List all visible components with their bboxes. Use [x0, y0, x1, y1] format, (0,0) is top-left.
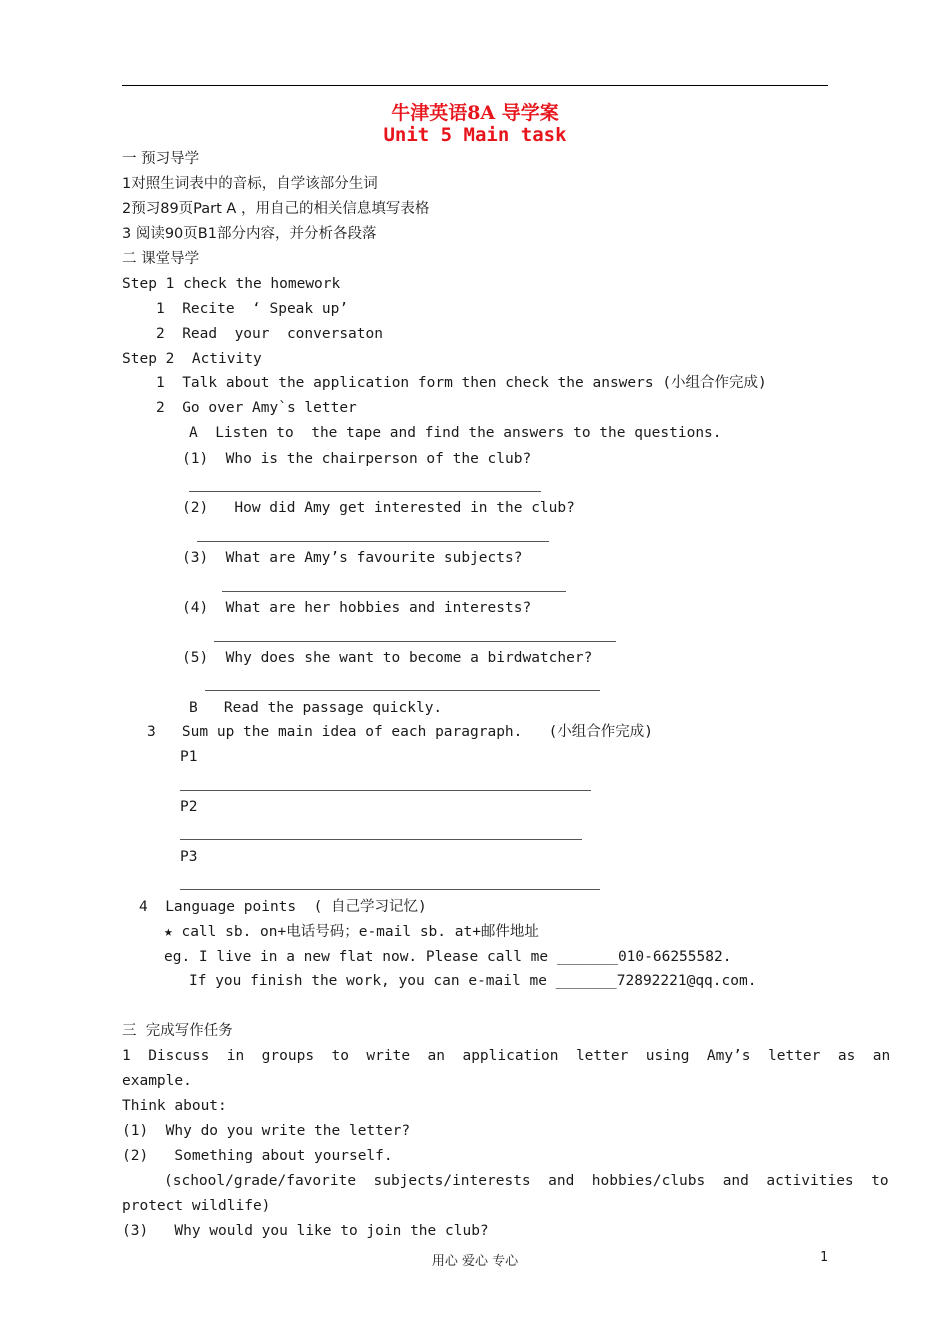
answer-blank — [189, 491, 541, 492]
step2-item1: 1 Talk about the application form then check the answers (小组合作完成) — [156, 375, 767, 391]
think-detail-cont: protect wildlife) — [122, 1198, 271, 1214]
section3-item1-cont: example. — [122, 1073, 192, 1089]
step2-item3: 3 Sum up the main idea of each paragraph. (小组合作完成) — [147, 724, 654, 740]
think-point: (2) Something about yourself. — [122, 1148, 393, 1164]
question: (3) What are Amy’s favourite subjects? — [182, 550, 523, 566]
part-b-instruction: B Read the passage quickly. — [189, 700, 443, 716]
example-sentence: eg. I live in a new flat now. Please call me _______010-66255582. — [164, 949, 732, 965]
step1-item: 1 Recite ‘ Speak up’ — [156, 301, 349, 317]
answer-blank — [180, 839, 582, 840]
think-detail: (school/grade/favorite subjects/interests and hobbies/clubs and activities to — [164, 1173, 889, 1189]
section3-item1: 1 Discuss in groups to write an application letter using Amy’s letter as an — [122, 1048, 891, 1064]
answer-blank — [205, 690, 600, 691]
language-rule: ★ call sb. on+电话号码；e-mail sb. at+邮件地址 — [164, 924, 539, 940]
answer-blank — [180, 790, 591, 791]
page-number: 1 — [820, 1250, 828, 1265]
question: (2) How did Amy get interested in the club? — [182, 500, 575, 516]
section1-heading: 一 预习导学 — [122, 151, 200, 167]
answer-blank — [214, 641, 616, 642]
paragraph-label: P3 — [180, 849, 198, 865]
question: (1) Who is the chairperson of the club? — [182, 451, 532, 467]
question: (4) What are her hobbies and interests? — [182, 600, 532, 616]
think-point: (3) Why would you like to join the club? — [122, 1223, 489, 1239]
section2-heading: 二 课堂导学 — [122, 251, 200, 267]
section1-item: 2预习89页Part A ，用自己的相关信息填写表格 — [122, 201, 430, 217]
document-title: 牛津英语8A 导学案 — [391, 102, 559, 124]
think-about: Think about: — [122, 1098, 227, 1114]
answer-blank — [197, 541, 549, 542]
step2-title: Step 2 Activity — [122, 351, 262, 367]
example-sentence: If you finish the work, you can e-mail me _______72892221@qq.com. — [189, 973, 757, 989]
section1-item: 1对照生词表中的音标，自学该部分生词 — [122, 176, 378, 192]
section1-item: 3 阅读90页B1部分内容，并分析各段落 — [122, 226, 377, 242]
footer-motto: 用心 爱心 专心 — [431, 1254, 519, 1269]
answer-blank — [180, 889, 600, 890]
paragraph-label: P1 — [180, 749, 198, 765]
document-subtitle: Unit 5 Main task — [383, 124, 567, 146]
step1-item: 2 Read your conversaton — [156, 326, 383, 342]
step2-item2: 2 Go over Amy`s letter — [156, 400, 357, 416]
paragraph-label: P2 — [180, 799, 198, 815]
section3-heading: 三 完成写作任务 — [122, 1023, 233, 1039]
answer-blank — [222, 591, 566, 592]
step1-title: Step 1 check the homework — [122, 276, 341, 292]
think-point: (1) Why do you write the letter? — [122, 1123, 411, 1139]
header-rule — [122, 85, 828, 86]
question: (5) Why does she want to become a birdwatcher? — [182, 650, 593, 666]
part-a-instruction: A Listen to the tape and find the answers to the questions. — [189, 425, 722, 441]
step2-item4: 4 Language points ( 自己学习记忆) — [139, 899, 427, 915]
